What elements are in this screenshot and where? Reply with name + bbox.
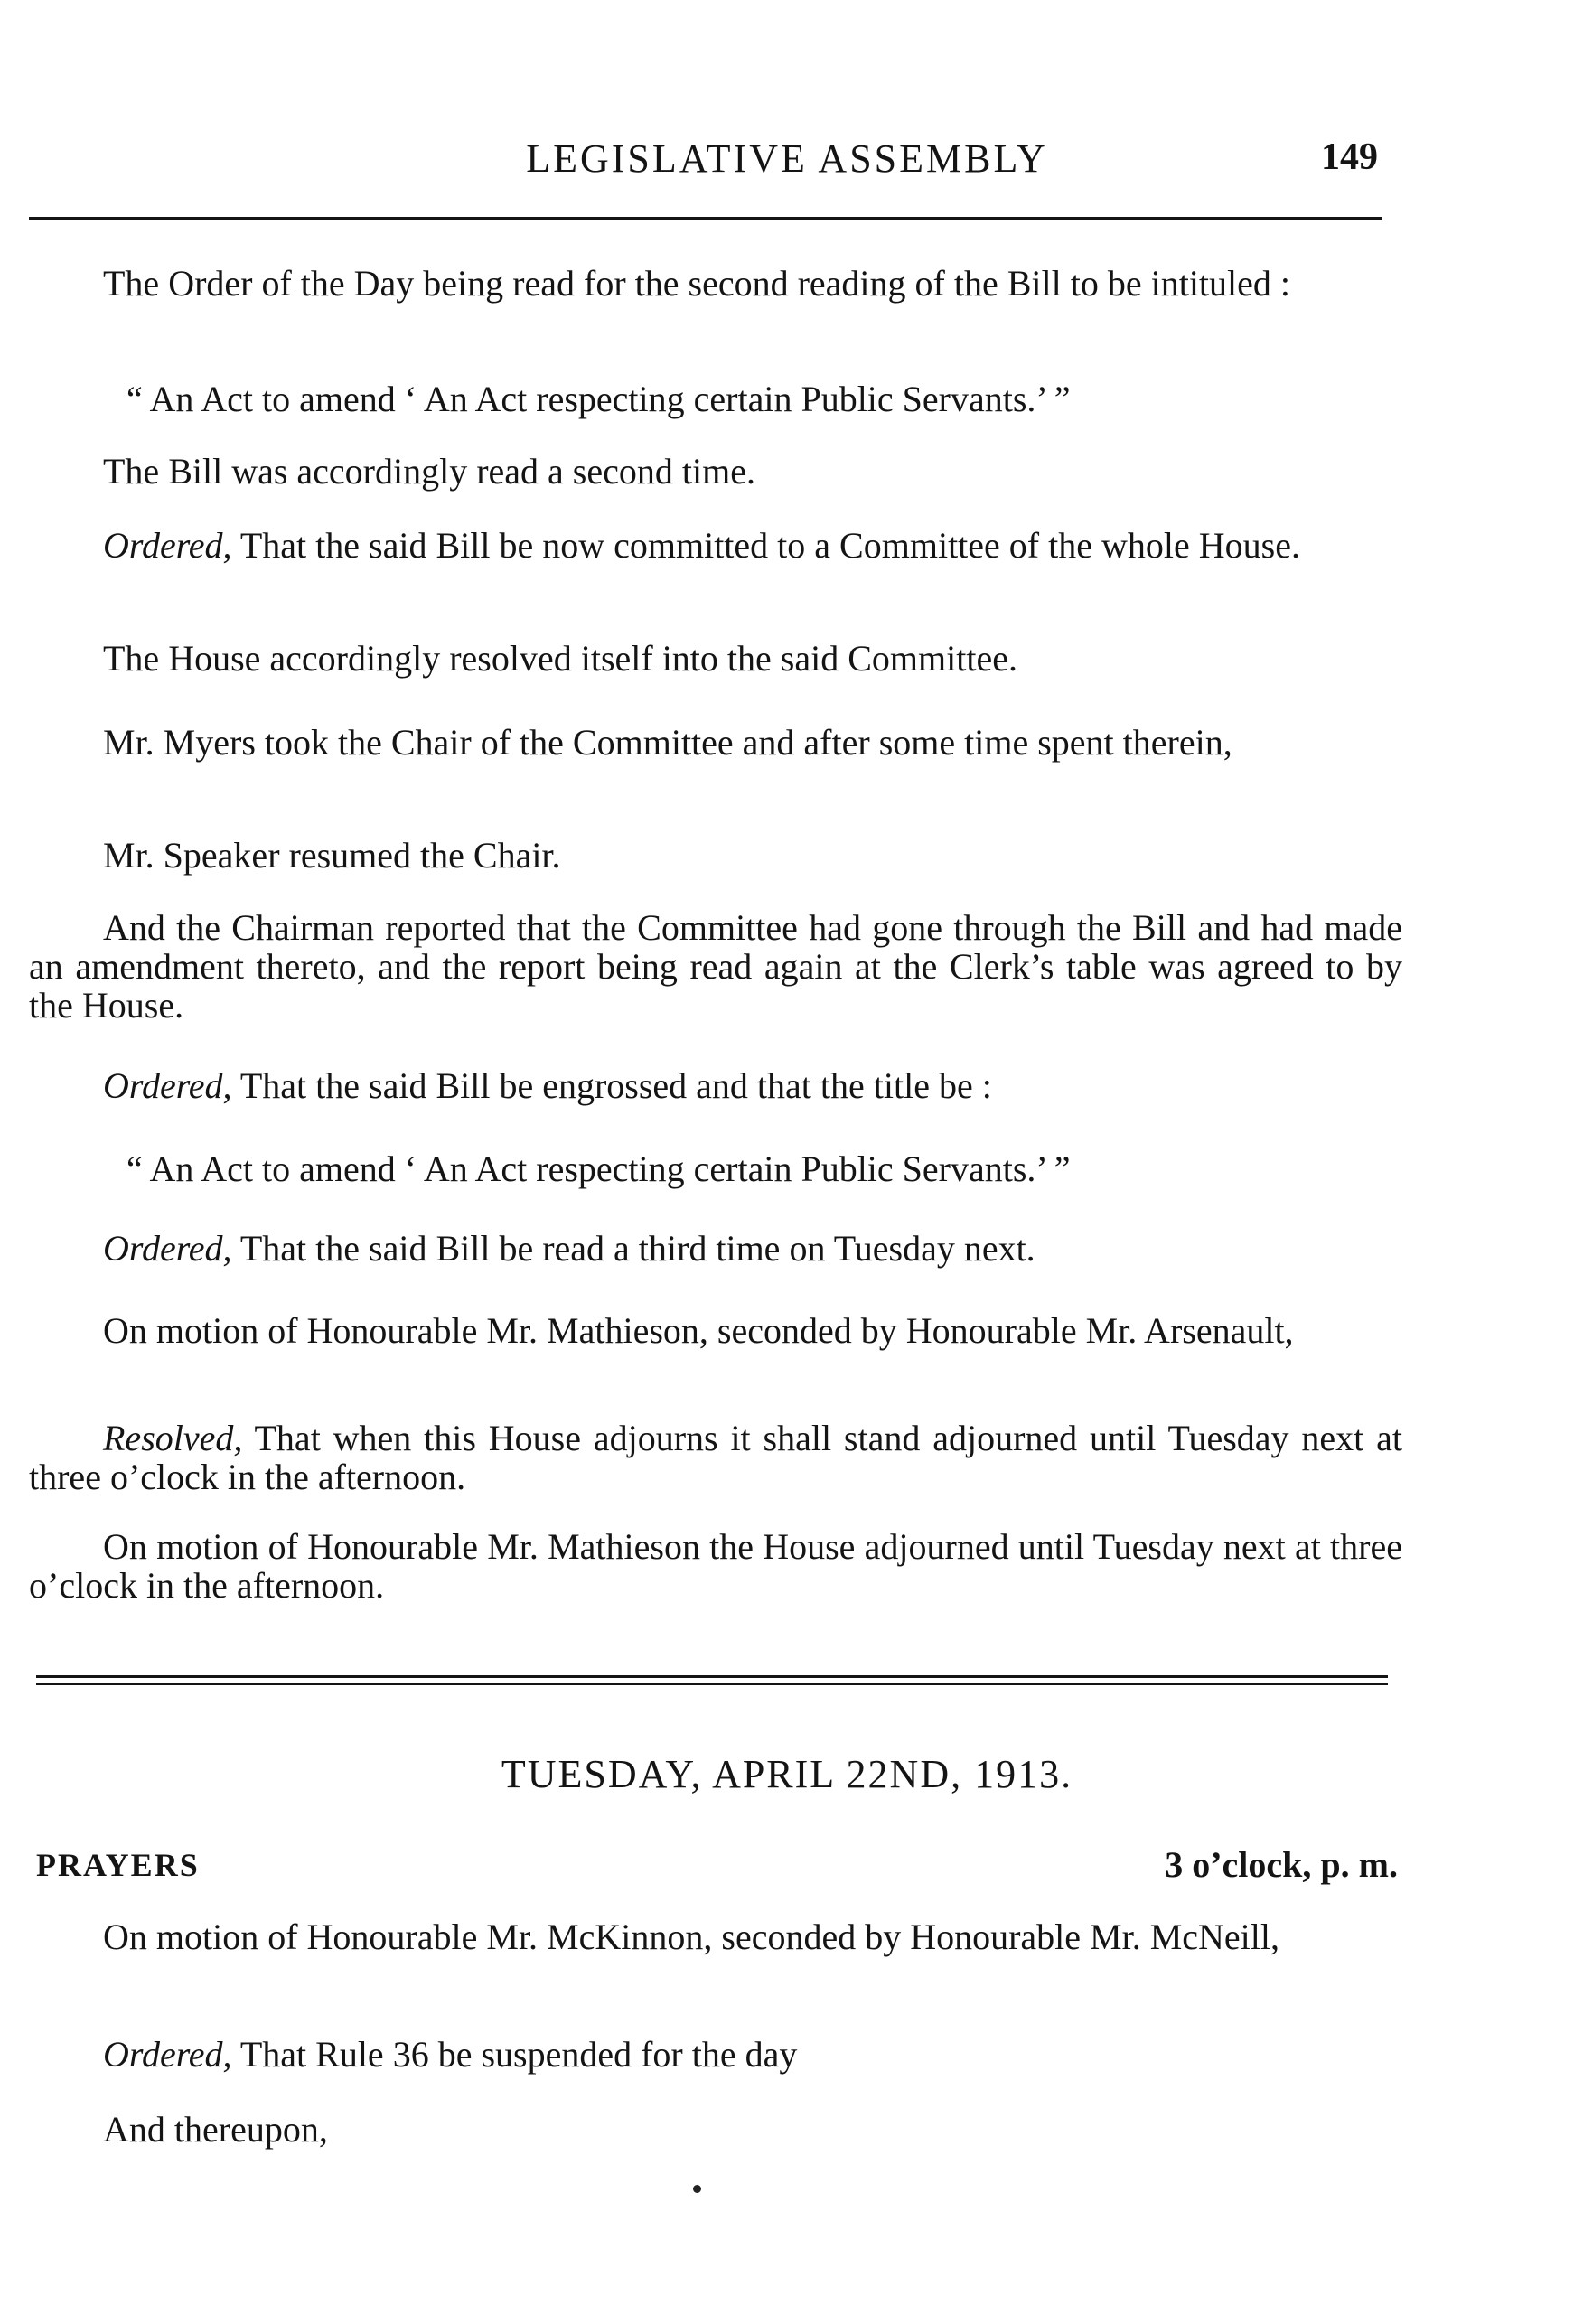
paragraph-text: That Rule 36 be suspended for the day (231, 2034, 798, 2075)
resolved-label: Resolved, (103, 1418, 243, 1458)
paragraph-myers-chair: Mr. Myers took the Chair of the Committee and after some time spent therein, (103, 722, 1232, 763)
paragraph-and-thereupon: And thereupon, (103, 2109, 328, 2150)
paragraph-text: That the said Bill be engrossed and that the title be : (231, 1065, 992, 1106)
sitting-time: 3 o’clock, p. m. (1165, 1844, 1398, 1885)
paragraph-second-reading: The Bill was accordingly read a second time. (103, 451, 755, 492)
bill-title-quote-engrossed: “ An Act to amend ‘ An Act respecting certain Public Servants.’ ” (126, 1148, 1071, 1189)
header-rule (29, 217, 1382, 220)
paragraph-ordered-committed (29, 526, 1402, 565)
paragraph-resolved-adjourn (29, 1419, 1402, 1496)
paragraph-ordered-engrossed (29, 1066, 1402, 1105)
print-speck (693, 2185, 701, 2193)
sitting-date-heading: TUESDAY, APRIL 22ND, 1913. (501, 1752, 1073, 1796)
ordered-label: Ordered, (103, 525, 232, 566)
paragraph-house-adjourned: On motion of Honourable Mr. Mathieson the House adjourned until Tuesday next at three o’clock in the afternoon. (29, 1526, 1402, 1606)
paragraph-ordered-third-reading (29, 1229, 1402, 1268)
paragraph-text: That the said Bill be read a third time on Tuesday next. (231, 1228, 1035, 1269)
paragraph-motion-mathieson: On motion of Honourable Mr. Mathieson, seconded by Honourable Mr. Arsenault, (103, 1310, 1294, 1351)
paragraph-speaker-resumed: Mr. Speaker resumed the Chair. (103, 835, 561, 876)
bill-title-quote: “ An Act to amend ‘ An Act respecting certain Public Servants.’ ” (126, 379, 1071, 419)
paragraph-order-of-day: The Order of the Day being read for the second reading of the Bill to be intituled : (103, 263, 1291, 304)
ordered-label: Ordered, (103, 1228, 232, 1269)
page-number: 149 (1321, 136, 1378, 178)
paragraph-ordered-rule-36 (29, 2035, 1402, 2074)
paragraph-text: That the said Bill be now committed to a Committee of the whole House. (231, 525, 1300, 566)
section-divider-top (36, 1675, 1388, 1678)
section-divider-bottom (36, 1683, 1388, 1685)
paragraph-motion-mckinnon: On motion of Honourable Mr. McKinnon, seconded by Honourable Mr. McNeill, (103, 1916, 1280, 1957)
running-header-title: LEGISLATIVE ASSEMBLY (526, 136, 1048, 181)
ordered-label: Ordered, (103, 2034, 232, 2075)
paragraph-resolved-committee: The House accordingly resolved itself into the said Committee. (103, 638, 1017, 679)
prayers-label: PRAYERS (36, 1847, 200, 1883)
paragraph-chairman-report: And the Chairman reported that the Committee had gone through the Bill and had made an amendment thereto, and the report being read again at the Clerk’s table was agreed to by the House. (29, 907, 1402, 1026)
paragraph-text: That when this House adjourns it shall stand adjourned until Tuesday next at three o’clock in the afternoon. (29, 1418, 1402, 1497)
ordered-label: Ordered, (103, 1065, 232, 1106)
